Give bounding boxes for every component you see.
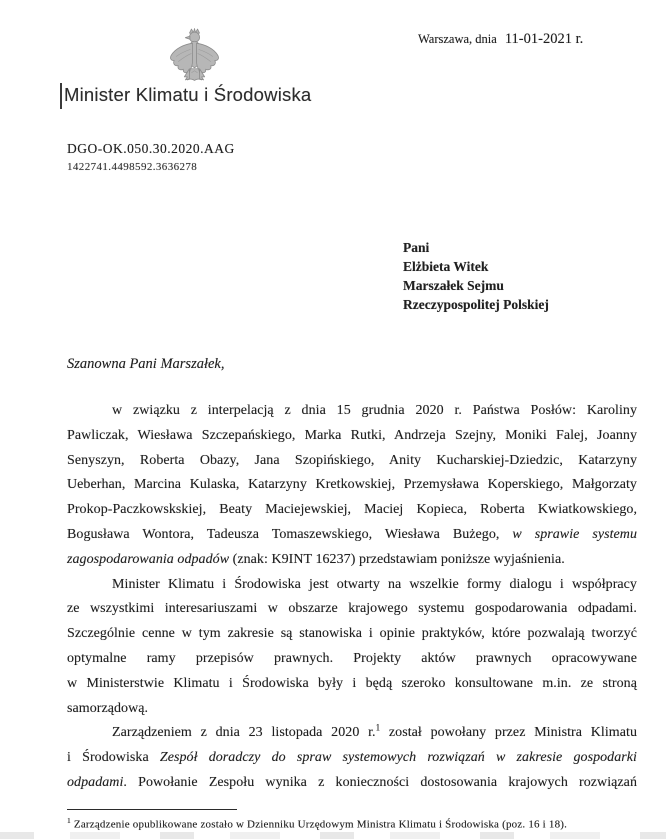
salutation: Szanowna Pani Marszałek, bbox=[67, 356, 225, 372]
body-line: Senyszyn, Roberta Obazy, Jana Szopińskiego, Anity Kucharskiej-Dziedzic, Katarzyny bbox=[67, 452, 637, 468]
body-line: w Ministerstwie Klimatu i Środowiska były i będą szeroko konsultowane m.in. ze stroną bbox=[67, 675, 637, 691]
body-line: Prokop-Paczkowskskiej, Beaty Maciejewskiej, Maciej Kopieca, Roberta Kwiatkowskiego, bbox=[67, 502, 637, 518]
addressee-line: Rzeczypospolitej Polskiej bbox=[403, 297, 549, 312]
body-line: Pawliczak, Wiesława Szczepańskiego, Marka Rutki, Andrzeja Szejny, Moniki Falej, Joanny bbox=[67, 427, 637, 443]
scan-artifact bbox=[0, 832, 666, 839]
addressee-line: Pani bbox=[403, 240, 430, 255]
document-body bbox=[67, 399, 637, 796]
body-line: Szczególnie cenne w tym zakresie są stanowiska i opinie praktyków, które pozwalają tworzyć bbox=[67, 626, 637, 642]
ministry-title: Minister Klimatu i Środowiska bbox=[64, 84, 312, 105]
body-line: samorządową. bbox=[67, 700, 149, 716]
body-line: ze wszystkimi interesariuszami w obszarze krajowego systemu gospodarowania odpadami. bbox=[67, 601, 637, 617]
body-line: Zarządzeniem z dnia 23 listopada 2020 r.$^1$ został powołany przez Ministra Klimatu bbox=[112, 722, 637, 741]
addressee-line: Elżbieta Witek bbox=[403, 259, 489, 274]
footnote-divider bbox=[67, 809, 237, 810]
footnote-marker: 1 bbox=[67, 816, 71, 825]
body-line: Bogusława Wontora, Tadeusza Tomaszewskiego, Wiesława Bużego, w sprawie systemu bbox=[67, 526, 637, 542]
text-cursor bbox=[60, 83, 62, 109]
addressee-line: Marszałek Sejmu bbox=[403, 278, 504, 293]
addressee-block bbox=[403, 238, 549, 314]
polish-eagle-coat-of-arms-icon bbox=[166, 26, 223, 85]
body-line: Ueberhan, Marcina Kulaska, Katarzyny Kretkowskiej, Przemysława Koperskiego, Małgorzaty bbox=[67, 477, 637, 493]
place-label: Warszawa, dnia bbox=[418, 32, 497, 46]
body-line: i Środowiska Zespół doradczy do spraw systemowych rozwiązań w zakresie gospodarki bbox=[67, 750, 637, 766]
document-id: 1422741.4498592.3636278 bbox=[67, 161, 198, 173]
reference-number: DGO-OK.050.30.2020.AAG bbox=[67, 141, 235, 156]
footnote bbox=[67, 816, 567, 831]
body-line: odpadami. Powołanie Zespołu wynika z konieczności dostosowania krajowych rozwiązań bbox=[67, 774, 637, 790]
date-value: 11-01-2021 r. bbox=[504, 31, 584, 47]
body-line: Minister Klimatu i Środowiska jest otwarty na wszelkie formy dialogu i współpracy bbox=[112, 576, 637, 592]
body-line: zagospodarowania odpadów (znak: K9INT 16237) przedstawiam poniższe wyjaśnienia. bbox=[67, 551, 565, 567]
body-line: optymalne ramy przepisów prawnych. Projekty aktów prawnych opracowywane bbox=[67, 650, 637, 666]
body-line: w związku z interpelacją z dnia 15 grudnia 2020 r. Państwa Posłów: Karoliny bbox=[112, 403, 637, 418]
date-line bbox=[418, 30, 583, 48]
footnote-text: Zarządzenie opublikowane zostało w Dzienniku Urzędowym Ministra Klimatu i Środowiska (poz. 16 i 18). bbox=[73, 818, 568, 831]
